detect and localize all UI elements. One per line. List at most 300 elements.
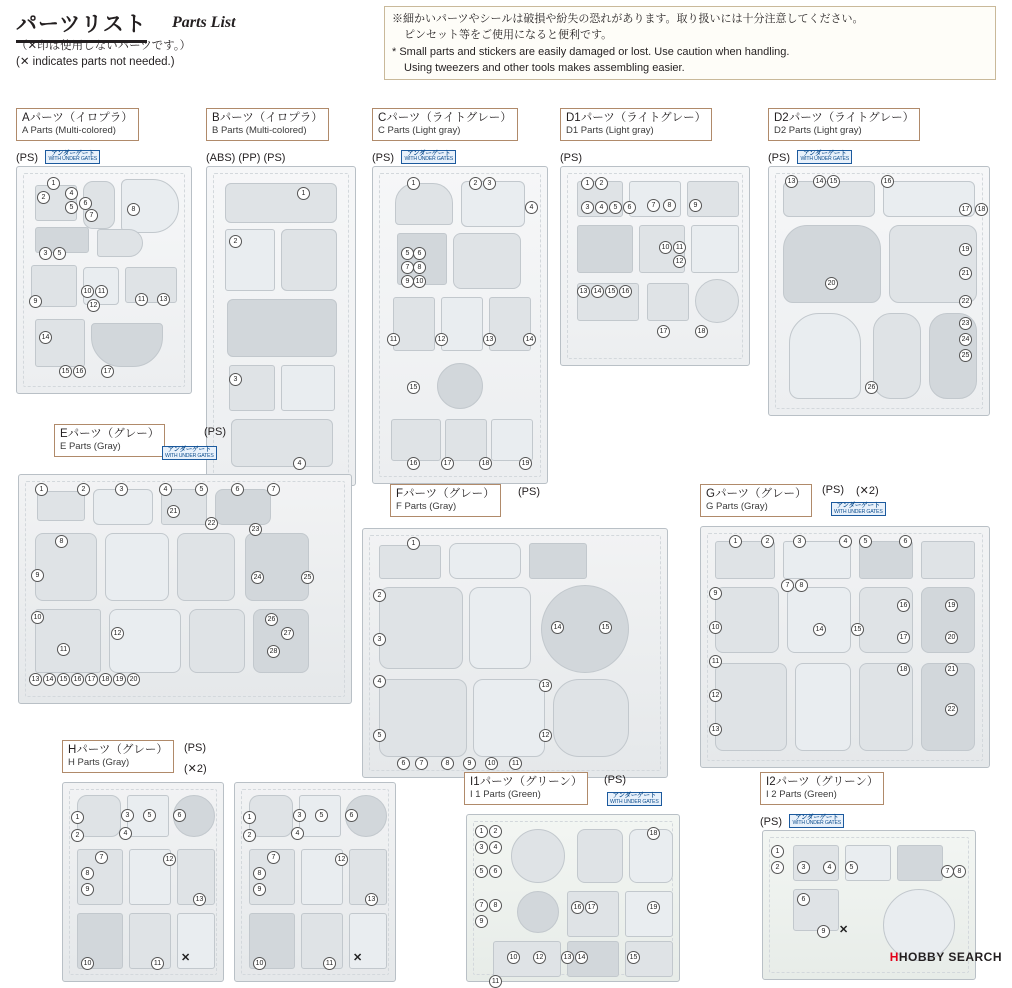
part-number: 11 (323, 957, 336, 970)
parts-group-D1 (560, 108, 752, 368)
group-multiplier-H: (✕2) (184, 763, 207, 775)
part-number: 2 (771, 861, 784, 874)
part-number: 8 (413, 261, 426, 274)
part-number: 24 (959, 333, 972, 346)
part-number: 6 (899, 535, 912, 548)
material-label: (PS) (760, 816, 782, 828)
part-number: 2 (77, 483, 90, 496)
sprue-part (921, 541, 975, 579)
part-number: 13 (709, 723, 722, 736)
part-number: 9 (475, 915, 488, 928)
group-material-I1: (PS) (604, 774, 626, 786)
logo-text: HOBBY SEARCH (898, 950, 1002, 964)
sprue-part (229, 365, 275, 411)
group-caption-ja: Aパーツ（イロプラ） (22, 112, 133, 124)
group-material-B (206, 148, 285, 166)
group-caption-en: H Parts (Gray) (68, 757, 130, 769)
part-number: 11 (95, 285, 108, 298)
part-number: 18 (99, 673, 112, 686)
sprue-part (215, 489, 271, 525)
runner-frame-G (700, 526, 990, 768)
sprue-part (795, 663, 851, 751)
part-number: 8 (441, 757, 454, 770)
part-number: 21 (167, 505, 180, 518)
part-number: 6 (397, 757, 410, 770)
part-number: 10 (81, 285, 94, 298)
part-number: 19 (945, 599, 958, 612)
part-number: 1 (729, 535, 742, 548)
part-number: 18 (479, 457, 492, 470)
sprue-part (245, 533, 309, 601)
part-number: 8 (253, 867, 266, 880)
parts-group-G (700, 484, 992, 734)
part-number: 25 (959, 349, 972, 362)
part-number: 7 (415, 757, 428, 770)
group-multiplier-G: (✕2) (856, 485, 879, 497)
part-number: 7 (647, 199, 660, 212)
sprue-part (889, 225, 977, 303)
part-number: 11 (709, 655, 722, 668)
sprue-part (511, 829, 565, 883)
part-number: 13 (157, 293, 170, 306)
part-number: 6 (797, 893, 810, 906)
material-label: (PS) (372, 152, 394, 164)
part-number: 12 (533, 951, 546, 964)
part-number: 16 (619, 285, 632, 298)
sprue-part (715, 587, 779, 653)
sprue-part (553, 679, 629, 757)
part-number: 10 (31, 611, 44, 624)
sprue-part (109, 609, 181, 673)
part-number: 18 (647, 827, 660, 840)
sprue-part (379, 679, 467, 757)
part-number: 5 (143, 809, 156, 822)
hobby-search-logo (890, 950, 1002, 964)
part-number: 26 (265, 613, 278, 626)
sprue-part (97, 229, 143, 257)
parts-group-H (62, 740, 382, 967)
sprue-part (691, 225, 739, 273)
group-caption-D2 (768, 108, 920, 141)
under-gate-badge (831, 502, 886, 516)
group-caption-C (372, 108, 518, 141)
notice-line-2: ピンセット等をご使用になると便利です。 (404, 29, 613, 41)
part-number: 12 (539, 729, 552, 742)
part-number: 13 (561, 951, 574, 964)
part-number: 4 (373, 675, 386, 688)
notice-line-1: ※細かいパーツやシールは破損や紛失の恐れがあります。取り扱いには十分注意してください。 (392, 13, 864, 25)
group-material-G: (PS) (822, 484, 844, 496)
sprue-part (695, 279, 739, 323)
part-number: 8 (55, 535, 68, 548)
part-number: 7 (95, 851, 108, 864)
part-number: 17 (959, 203, 972, 216)
part-number: 3 (229, 373, 242, 386)
runner-frame-H-2 (234, 782, 396, 982)
parts-group-I1 (464, 772, 684, 985)
part-number: 13 (29, 673, 42, 686)
material-label: (ABS) (PP) (PS) (206, 152, 286, 164)
sprue-part (897, 845, 943, 881)
group-caption-en: E Parts (Gray) (60, 441, 121, 453)
part-number: 14 (523, 333, 536, 346)
part-number: 3 (115, 483, 128, 496)
part-number: 5 (859, 535, 872, 548)
sprue-part (227, 299, 337, 357)
under-gate-ja: アンダーゲート (794, 813, 839, 821)
part-number: 2 (469, 177, 482, 190)
part-number: 15 (59, 365, 72, 378)
under-gate-ja: アンダーゲート (802, 149, 847, 157)
group-caption-B (206, 108, 329, 141)
part-number: 11 (151, 957, 164, 970)
part-number: 27 (281, 627, 294, 640)
runner-frame-H-1 (62, 782, 224, 982)
part-number: 16 (881, 175, 894, 188)
part-number: 16 (897, 599, 910, 612)
runner-frame-D1 (560, 166, 750, 366)
part-number: 20 (825, 277, 838, 290)
group-caption-ja: Cパーツ（ライトグレー） (378, 112, 512, 124)
sprue-part (449, 543, 521, 579)
part-number: 8 (489, 899, 502, 912)
under-gate-en: WITH UNDER GATES (165, 452, 214, 459)
part-number: 8 (663, 199, 676, 212)
part-number: 3 (373, 633, 386, 646)
part-number: 15 (627, 951, 640, 964)
part-number: 3 (121, 809, 134, 822)
sprue-part (715, 663, 787, 751)
part-number: 7 (941, 865, 954, 878)
sprue-part (253, 609, 309, 673)
part-number: 6 (231, 483, 244, 496)
part-number: 12 (709, 689, 722, 702)
part-number: 9 (463, 757, 476, 770)
part-number: 5 (475, 865, 488, 878)
sprue-part (379, 545, 441, 579)
part-number: 12 (87, 299, 100, 312)
part-number: 9 (817, 925, 830, 938)
sprue-part (789, 313, 861, 399)
sprue-part (783, 225, 881, 303)
part-number: 23 (959, 317, 972, 330)
under-gate-ja: アンダーゲート (406, 149, 451, 157)
under-gate-badge (162, 446, 217, 460)
part-number: 2 (761, 535, 774, 548)
sprue-part (625, 891, 673, 937)
under-gate-en: WITH UNDER GATES (404, 156, 454, 163)
part-number: 12 (163, 853, 176, 866)
part-number: 13 (785, 175, 798, 188)
group-material-D1 (560, 148, 582, 166)
part-number: 4 (65, 187, 78, 200)
part-number: 5 (65, 201, 78, 214)
group-caption-en: F Parts (Gray) (396, 501, 457, 513)
group-caption-ja: Bパーツ（イロプラ） (212, 112, 323, 124)
sprue-part (301, 913, 343, 969)
caution-notice (384, 6, 996, 80)
part-number: 4 (293, 457, 306, 470)
notice-line-4: Using tweezers and other tools makes assembling easier. (404, 62, 685, 74)
part-number: 16 (407, 457, 420, 470)
sprue-part (441, 297, 483, 351)
under-gate-badge (789, 814, 844, 828)
part-number: 6 (79, 197, 92, 210)
part-number: 7 (781, 579, 794, 592)
material-label: (PS) (768, 152, 790, 164)
part-number: 15 (57, 673, 70, 686)
runner-frame-E (18, 474, 352, 704)
sprue-part (859, 663, 913, 751)
part-number: 9 (31, 569, 44, 582)
part-number: 4 (291, 827, 304, 840)
sprue-part (873, 313, 921, 399)
part-number: 9 (29, 295, 42, 308)
part-number: 10 (413, 275, 426, 288)
sprue-part (491, 419, 533, 461)
sprue-part (129, 913, 171, 969)
group-material-I2 (760, 812, 844, 830)
sprue-part (517, 891, 559, 933)
part-number: 4 (159, 483, 172, 496)
under-gate-ja: アンダーゲート (50, 149, 95, 157)
part-number: 5 (373, 729, 386, 742)
part-number: 5 (609, 201, 622, 214)
part-number: 28 (267, 645, 280, 658)
sprue-part (35, 609, 101, 673)
material-label: (PS) (560, 152, 582, 164)
part-number: 20 (127, 673, 140, 686)
material-label: (PS) (16, 152, 38, 164)
group-caption-en: A Parts (Multi-colored) (22, 125, 116, 137)
part-number: 19 (959, 243, 972, 256)
parts-group-D2 (768, 108, 992, 391)
group-caption-en: C Parts (Light gray) (378, 125, 461, 137)
part-number: 1 (771, 845, 784, 858)
sprue-part (469, 587, 531, 669)
part-number: 14 (591, 285, 604, 298)
part-number: 8 (795, 579, 808, 592)
part-number: 7 (267, 483, 280, 496)
sprue-part (225, 183, 337, 223)
part-number: 7 (85, 209, 98, 222)
part-number: 9 (689, 199, 702, 212)
under-gate-en: WITH UNDER GATES (800, 156, 850, 163)
part-number: 21 (945, 663, 958, 676)
part-number: 4 (119, 827, 132, 840)
group-caption-en: D2 Parts (Light gray) (774, 125, 862, 137)
part-number: 16 (73, 365, 86, 378)
part-number: 19 (113, 673, 126, 686)
sprue-part (453, 233, 521, 289)
part-number: 6 (623, 201, 636, 214)
part-number: 3 (581, 201, 594, 214)
part-number: 21 (959, 267, 972, 280)
sprue-part (281, 365, 335, 411)
group-material-C (372, 148, 456, 166)
group-caption-ja: Hパーツ（グレー） (68, 744, 168, 756)
sprue-part (445, 419, 487, 461)
parts-group-I2 (760, 772, 980, 962)
sprue-part (473, 679, 545, 757)
part-number: 10 (253, 957, 266, 970)
sprue-part (393, 297, 435, 351)
notice-line-3: * Small parts and stickers are easily damaged or lost. Use caution when handling. (392, 46, 790, 58)
sprue-part (391, 419, 441, 461)
sprue-part (567, 891, 619, 937)
part-number: 16 (571, 901, 584, 914)
part-number: 9 (401, 275, 414, 288)
part-number: 23 (249, 523, 262, 536)
page-title-en: Parts List (172, 14, 236, 31)
part-number: 12 (335, 853, 348, 866)
part-number: 13 (365, 893, 378, 906)
part-number: 3 (793, 535, 806, 548)
group-caption-ja: Fパーツ（グレー） (396, 488, 495, 500)
sprue-part (177, 533, 235, 601)
part-number: 5 (195, 483, 208, 496)
under-gate-en: WITH UNDER GATES (792, 820, 842, 827)
part-number: 5 (53, 247, 66, 260)
part-number: 1 (71, 811, 84, 824)
part-number: 14 (43, 673, 56, 686)
sprue-part (105, 533, 169, 601)
part-number: 2 (243, 829, 256, 842)
part-number: 19 (519, 457, 532, 470)
part-number: 12 (435, 333, 448, 346)
part-number: 15 (599, 621, 612, 634)
part-number: 14 (39, 331, 52, 344)
sprue-part (577, 225, 633, 273)
part-number: 1 (581, 177, 594, 190)
page-title-ja: パーツリスト (16, 8, 147, 43)
sprue-part (281, 229, 337, 291)
group-caption-ja: D1パーツ（ライトグレー） (566, 112, 707, 124)
under-gate-ja: アンダーゲート (612, 792, 657, 799)
under-gate-badge (45, 150, 100, 164)
part-number: 9 (253, 883, 266, 896)
part-number: 25 (301, 571, 314, 584)
part-number: 3 (483, 177, 496, 190)
parts-group-B (206, 108, 358, 467)
part-number: 5 (315, 809, 328, 822)
part-number: 22 (945, 703, 958, 716)
part-number: 7 (475, 899, 488, 912)
part-number: 3 (39, 247, 52, 260)
part-number: 17 (585, 901, 598, 914)
part-number: 2 (71, 829, 84, 842)
sprue-part (379, 587, 463, 669)
part-number: 11 (135, 293, 148, 306)
part-number: 3 (475, 841, 488, 854)
group-caption-F (390, 484, 501, 517)
part-number: 20 (945, 631, 958, 644)
part-number: 6 (489, 865, 502, 878)
not-used-marker: ✕ (353, 952, 363, 964)
group-caption-en: D1 Parts (Light gray) (566, 125, 654, 137)
parts-group-E (31, 424, 354, 694)
part-number: 4 (823, 861, 836, 874)
part-number: 1 (407, 537, 420, 550)
part-number: 1 (47, 177, 60, 190)
part-number: 22 (959, 295, 972, 308)
part-number: 14 (813, 175, 826, 188)
part-number: 8 (953, 865, 966, 878)
part-number: 2 (489, 825, 502, 838)
sprue-part (577, 829, 623, 883)
part-number: 8 (127, 203, 140, 216)
under-gate-badge (401, 150, 456, 164)
group-caption-en: G Parts (Gray) (706, 501, 768, 513)
part-number: 1 (297, 187, 310, 200)
part-number: 18 (897, 663, 910, 676)
group-caption-I1 (464, 772, 588, 805)
subtitle-ja: （✕印は使用しないパーツです。） (16, 40, 192, 52)
group-caption-G (700, 484, 812, 517)
part-number: 4 (595, 201, 608, 214)
part-number: 11 (673, 241, 686, 254)
part-number: 13 (483, 333, 496, 346)
part-number: 10 (81, 957, 94, 970)
part-number: 1 (35, 483, 48, 496)
part-number: 16 (71, 673, 84, 686)
part-number: 1 (475, 825, 488, 838)
part-number: 13 (577, 285, 590, 298)
part-number: 17 (101, 365, 114, 378)
group-material-F: (PS) (518, 486, 540, 498)
part-number: 6 (173, 809, 186, 822)
part-number: 26 (865, 381, 878, 394)
part-number: 15 (407, 381, 420, 394)
part-number: 8 (81, 867, 94, 880)
part-number: 10 (659, 241, 672, 254)
sprue-part (529, 543, 587, 579)
group-caption-ja: I1パーツ（グリーン） (470, 776, 583, 788)
part-number: 2 (229, 235, 242, 248)
part-number: 17 (897, 631, 910, 644)
sprue-part (647, 283, 689, 321)
under-gate-badge (797, 150, 852, 164)
part-number: 10 (485, 757, 498, 770)
subtitle-en: (✕ indicates parts not needed.) (16, 56, 175, 68)
sprue-part (787, 587, 851, 653)
part-number: 5 (401, 247, 414, 260)
runner-frame-F (362, 528, 668, 778)
part-number: 11 (509, 757, 522, 770)
part-number: 7 (267, 851, 280, 864)
group-caption-ja: D2パーツ（ライトグレー） (774, 112, 915, 124)
group-caption-E (54, 424, 165, 457)
part-number: 13 (539, 679, 552, 692)
sprue-part (91, 323, 163, 367)
under-gate-ja: アンダーゲート (836, 502, 881, 509)
under-gate-en: WITH UNDER GATES (48, 156, 98, 163)
part-number: 14 (551, 621, 564, 634)
part-number: 9 (81, 883, 94, 896)
part-number: 11 (387, 333, 400, 346)
runner-frame-C (372, 166, 548, 484)
group-caption-ja: Eパーツ（グレー） (60, 428, 160, 440)
part-number: 24 (251, 571, 264, 584)
group-material-D2 (768, 148, 852, 166)
part-number: 17 (657, 325, 670, 338)
runner-frame-A (16, 166, 192, 394)
part-number: 7 (401, 261, 414, 274)
part-number: 11 (57, 643, 70, 656)
part-number: 9 (709, 587, 722, 600)
part-number: 1 (407, 177, 420, 190)
part-number: 15 (605, 285, 618, 298)
